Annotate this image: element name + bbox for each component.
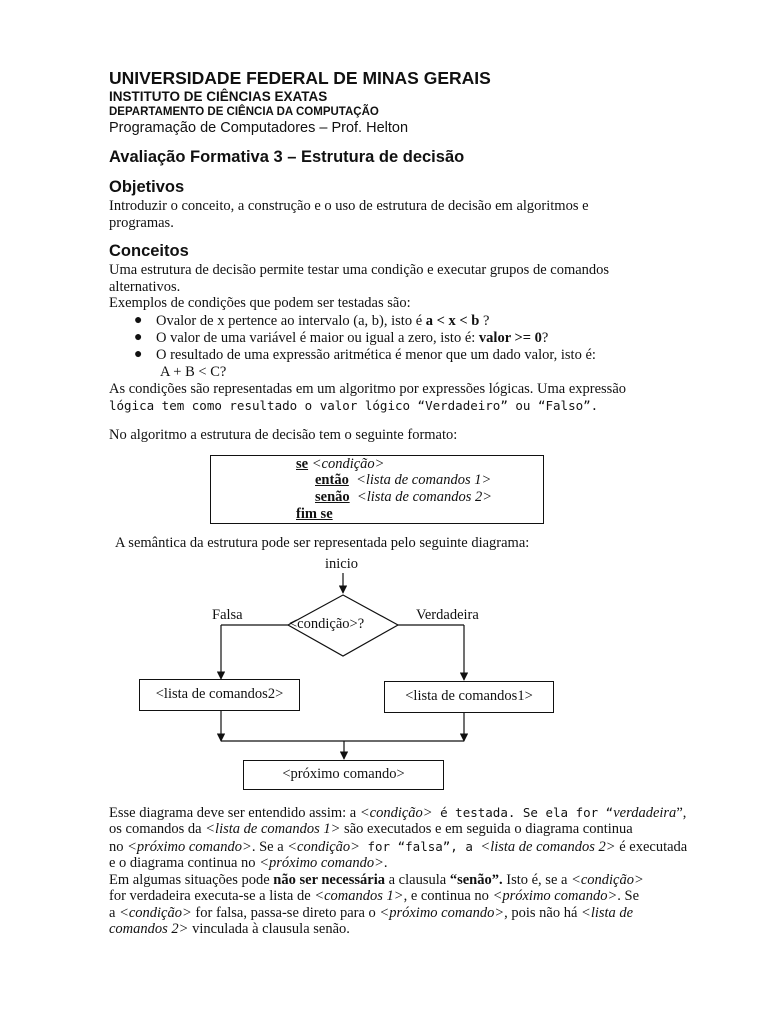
explanation-line: no <próximo comando>. Se a <condição> for “falsa”, a <lista de comandos 2> é executada: [109, 839, 688, 855]
start-label: inicio: [325, 556, 359, 572]
bullet-item: O valor de uma variável é maior ou igual a zero, isto é: valor >= 0?: [156, 330, 549, 346]
bullet-dot: ●: [134, 330, 143, 345]
diagram-intro: A semântica da estrutura pode ser representada pelo seguinte diagrama:: [115, 535, 530, 551]
conceitos-intro-line: Exemplos de condições que podem ser testadas são:: [109, 295, 411, 311]
format-intro: No algoritmo a estrutura de decisão tem o seguinte formato:: [109, 427, 458, 443]
true-label: Verdadeira: [416, 607, 479, 623]
section-heading-conceitos: Conceitos: [109, 242, 189, 260]
syntax-line-se: se <condição>: [296, 456, 385, 472]
conceitos-intro-line: Uma estrutura de decisão permite testar uma condição e executar grupos de comandos: [109, 262, 610, 278]
explanation-line: comandos 2> vinculada à clausula senão.: [109, 921, 350, 937]
conceitos-intro-line: alternativos.: [109, 279, 181, 295]
syntax-line-fimse: fim se: [296, 506, 333, 522]
bullet-item: Ovalor de x pertence ao intervalo (a, b), isto é a < x < b ?: [156, 313, 490, 329]
course-title: Programação de Computadores – Prof. Helton: [109, 120, 409, 136]
explanation-line: for verdadeira executa-se a lista de <comandos 1>, e continua no <próximo comando>. Se: [109, 888, 639, 904]
page-title: Avaliação Formativa 3 – Estrutura de decisão: [109, 148, 465, 166]
bullet-dot: ●: [134, 347, 143, 362]
explanation-line: Em algumas situações pode não ser necessária a clausula “senão”. Isto é, se a <condição>: [109, 872, 644, 888]
explanation-line: Esse diagrama deve ser entendido assim: a <condição> é testada. Se ela for “verdadeira”,: [109, 805, 687, 821]
list2-box: <lista de comandos2>: [139, 679, 300, 711]
next-command-box: <próximo comando>: [243, 760, 444, 790]
bullet-item: O resultado de uma expressão aritmética é menor que um dado valor, isto é:: [156, 347, 596, 363]
explanation-line: a <condição> for falsa, passa-se direto para o <próximo comando>, pois não há <lista de: [109, 905, 634, 921]
list1-box: <lista de comandos1>: [384, 681, 554, 713]
logic-line: lógica tem como resultado o valor lógico “Verdadeiro” ou “Falso”.: [109, 398, 599, 413]
condition-label: <condição>?: [289, 616, 365, 632]
section-heading-objetivos: Objetivos: [109, 178, 185, 196]
false-label: Falsa: [212, 607, 243, 623]
explanation-line: e o diagrama continua no <próximo comando>.: [109, 855, 388, 871]
university-title: UNIVERSIDADE FEDERAL DE MINAS GERAIS: [109, 68, 491, 88]
explanation-line: os comandos da <lista de comandos 1> são executados e em seguida o diagrama continua: [109, 821, 633, 837]
objetivos-line: Introduzir o conceito, a construção e o uso de estrutura de decisão em algoritmos e: [109, 198, 589, 214]
department-title: DEPARTAMENTO DE CIÊNCIA DA COMPUTAÇÃO: [109, 106, 379, 118]
objetivos-line: programas.: [109, 215, 174, 231]
syntax-line-entao: então <lista de comandos 1>: [315, 472, 492, 488]
bullet-dot: ●: [134, 313, 143, 328]
syntax-line-senao: senão <lista de comandos 2>: [315, 489, 493, 505]
logic-line: As condições são representadas em um algoritmo por expressões lógicas. Uma expressão: [109, 381, 627, 397]
institute-title: INSTITUTO DE CIÊNCIAS EXATAS: [109, 89, 328, 104]
bullet-item-continuation: A + B < C?: [160, 364, 227, 380]
